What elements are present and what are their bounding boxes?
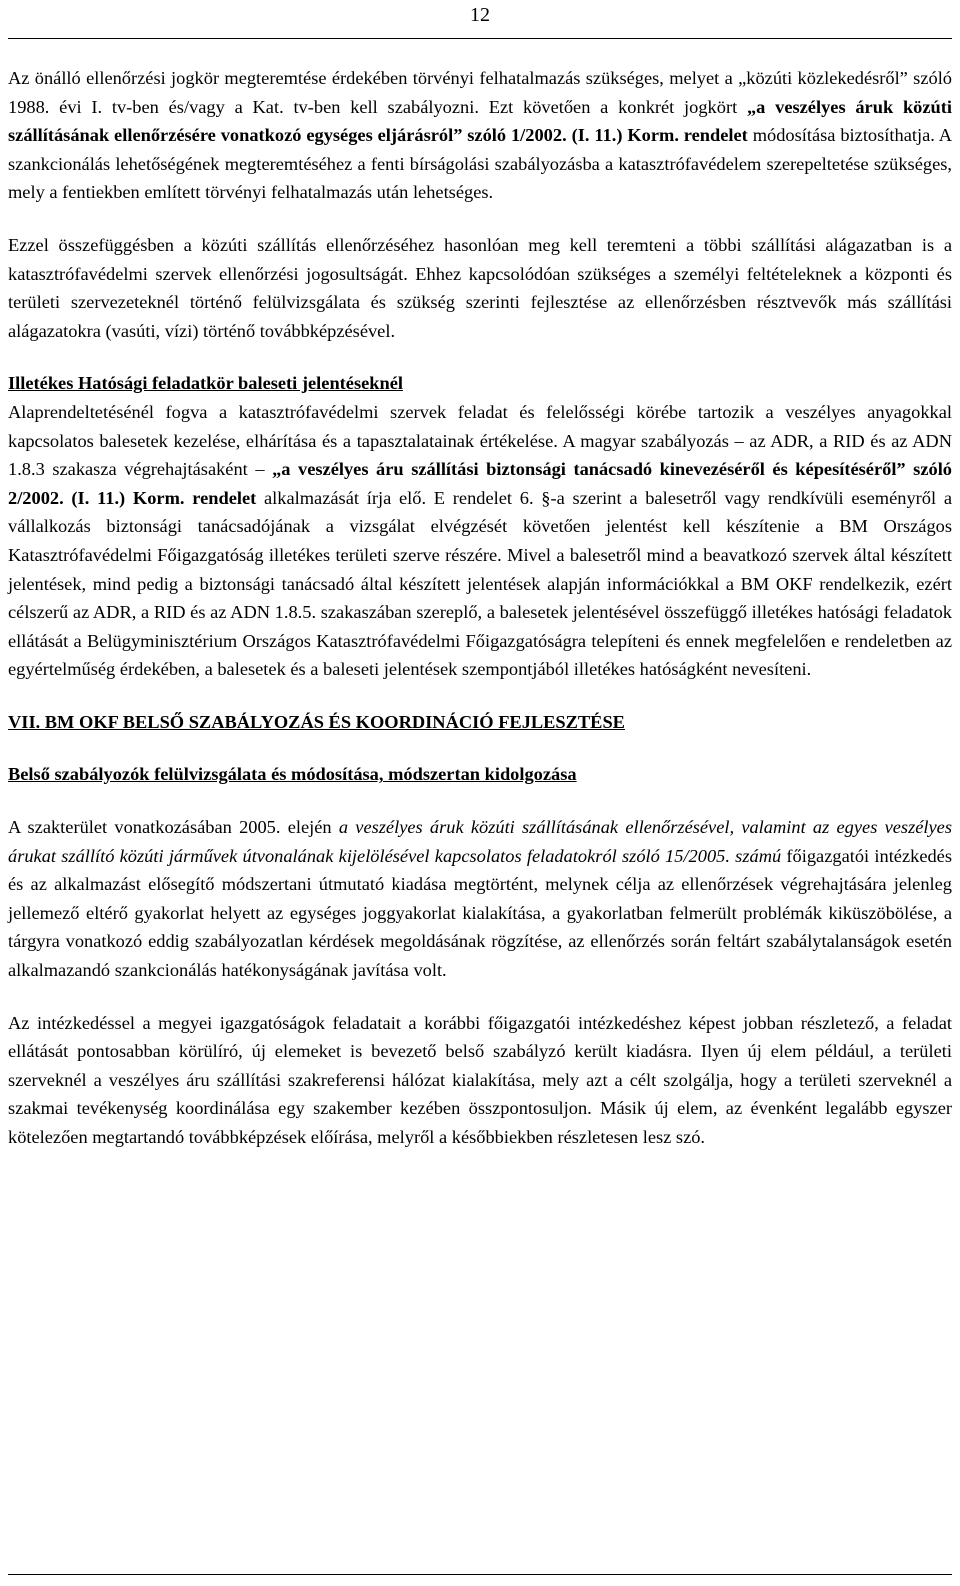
paragraph-transport-sectors: Ezzel összefüggésben a közúti szállítás ellenőrzéséhez hasonlóan meg kell teremteni a többi szállítási alágazatban is a katasztrófavédelmi szervek ellenőrzési jogosultságát. Ehhez kapcsolódóan szükséges a személyi feltételeknek a központi és területi szervezeteknél történő felülvizsgálata és szükség szerinti fejlesztése az ellenőrzésben résztvevők más szállítási alágazatokra (vasúti, vízi) történő továbbképzésével. — [8, 234, 952, 341]
page-content — [8, 64, 952, 1152]
para1-regulation-title: „a veszélyes áruk közúti szállításának ellenőrzésére vonatkozó egységes eljárásról” szóló 1/2002. (I. 11.) Korm. rendelet — [8, 96, 952, 146]
section-heading-internal-regulations: Belső szabályozók felülvizsgálata és módosítása, módszertan kidolgozása — [8, 764, 577, 785]
section-heading-accident-reports: Illetékes Hatósági feladatkör baleseti jelentéseknél — [8, 373, 404, 394]
para3-regulation-title: „a veszélyes áru szállítási biztonsági tanácsadó kinevezéséről és képesítéséről” szóló 2/2002. (I. 11.) Korm. rendelet — [8, 459, 952, 508]
page-number: 12 — [470, 4, 490, 26]
para4-directive-title: a veszélyes áruk közúti szállításának ellenőrzésével, valamint az egyes veszélyes árukat szállító közúti járművek útvonalának kijelölésével kapcsolatos feladatokról szóló 15/2005. számú — [8, 817, 952, 866]
para3-text-a: Alaprendeltetésénél fogva a katasztrófavédelmi szervek feladat és felelősségi körébe tartozik a veszélyes anyagokkal kapcsolatos balesetek kezelése, elhárítása és a tapasztalatainak értékelése. A magyar szabályozás – az ADR, a RID és az ADN 1.8.3 szakasza végrehajtásaként – — [8, 401, 952, 480]
paragraph-accident-reporting — [8, 398, 952, 684]
para4-text-a: A szakterület vonatkozásában 2005. elején — [8, 817, 339, 838]
para1-text-a: Az önálló ellenőrzési jogkör megteremtése érdekében törvényi felhatalmazás szükséges, melyet a „közúti közlekedésről” szóló 1988. évi I. tv-ben és/vagy a Kat. tv-ben kell szabályozni. Ezt követően a konkrét jogkört — [8, 68, 952, 117]
header-rule — [8, 38, 952, 39]
para1-text-b: módosítása biztosíthatja. A szankcionálás lehetőségének megteremtéséhez a fenti bírságolási szabályozásba a katasztrófavédelem szerepeltetése szükséges, mely a fentiekben említett törvényi felhatalmazás után lehetséges. — [8, 125, 952, 203]
paragraph-directive-2005 — [8, 813, 952, 985]
para4-text-b: főigazgatói intézkedés és az alkalmazást elősegítő módszertani útmutató kiadása megtörtént, melynek célja az ellenőrzések végrehajtására jelenleg jellemező eltérő gyakorlat helyett az egységes joggyakorlat kialakítása, a gyakorlatban felmerült problémák kiküszöbölése, a tárgyra vonatkozó eddig szabályozatlan kérdések megoldásának rögzítése, az ellenőrzés során feltárt szabálytalanságok esetén alkalmazandó szankcionálás hatékonyságának javítása volt. — [8, 845, 952, 981]
footer-rule — [8, 1574, 952, 1575]
paragraph-legal-authority — [8, 64, 952, 207]
chapter-heading-vii: VII. BM OKF BELSŐ SZABÁLYOZÁS ÉS KOORDINÁCIÓ FEJLESZTÉSE — [8, 711, 625, 732]
para3-text-b: alkalmazását írja elő. E rendelet 6. §-a szerint a balesetről vagy rendkívüli eseményről a vállalkozás biztonsági tanácsadójának a vizsgálat elvégzését követően jelentést kell készítenie a BM Országos Katasztrófavédelmi Főigazgatóság illetékes területi szerve részére. Mivel a balesetről mind a beavatkozó szervek által készített jelentések, mind pedig a biztonsági tanácsadó által készített jelentések alapján információkkal a BM OKF rendelkezik, ezért célszerű az ADR, a RID és az ADN 1.8.5. szakaszában szereplő, a balesetek jelentésével összefüggő illetékes hatósági feladatok ellátását a Belügyminisztérium Országos Katasztrófavédelmi Főigazgatóságra telepíteni és ennek megfelelően e rendeletben az egyértelműség érdekében, a balesetek és a baleseti jelentések szempontjából illetékes hatóságként nevesíteni. — [8, 487, 953, 680]
paragraph-county-directorates: Az intézkedéssel a megyei igazgatóságok feladatait a korábbi főigazgatói intézkedéshez képest jobban részletező, a feladat ellátását pontosabban körülíró, új elemeket is bevezető belső szabályzó került kiadásra. Ilyen új elem például, a területi szerveknél a veszélyes áru szállítási szakreferensi hálózat kialakítása, mely azt a célt szolgálja, hogy a területi szerveknél a szakmai tevékenység koordinálása egy szakember kezében összpontosuljon. Másik új elem, az évenként legalább egyszer kötelezően megtartandó továbbképzések előírása, melyről a későbbiekben részletesen lesz szó. — [8, 1012, 952, 1147]
